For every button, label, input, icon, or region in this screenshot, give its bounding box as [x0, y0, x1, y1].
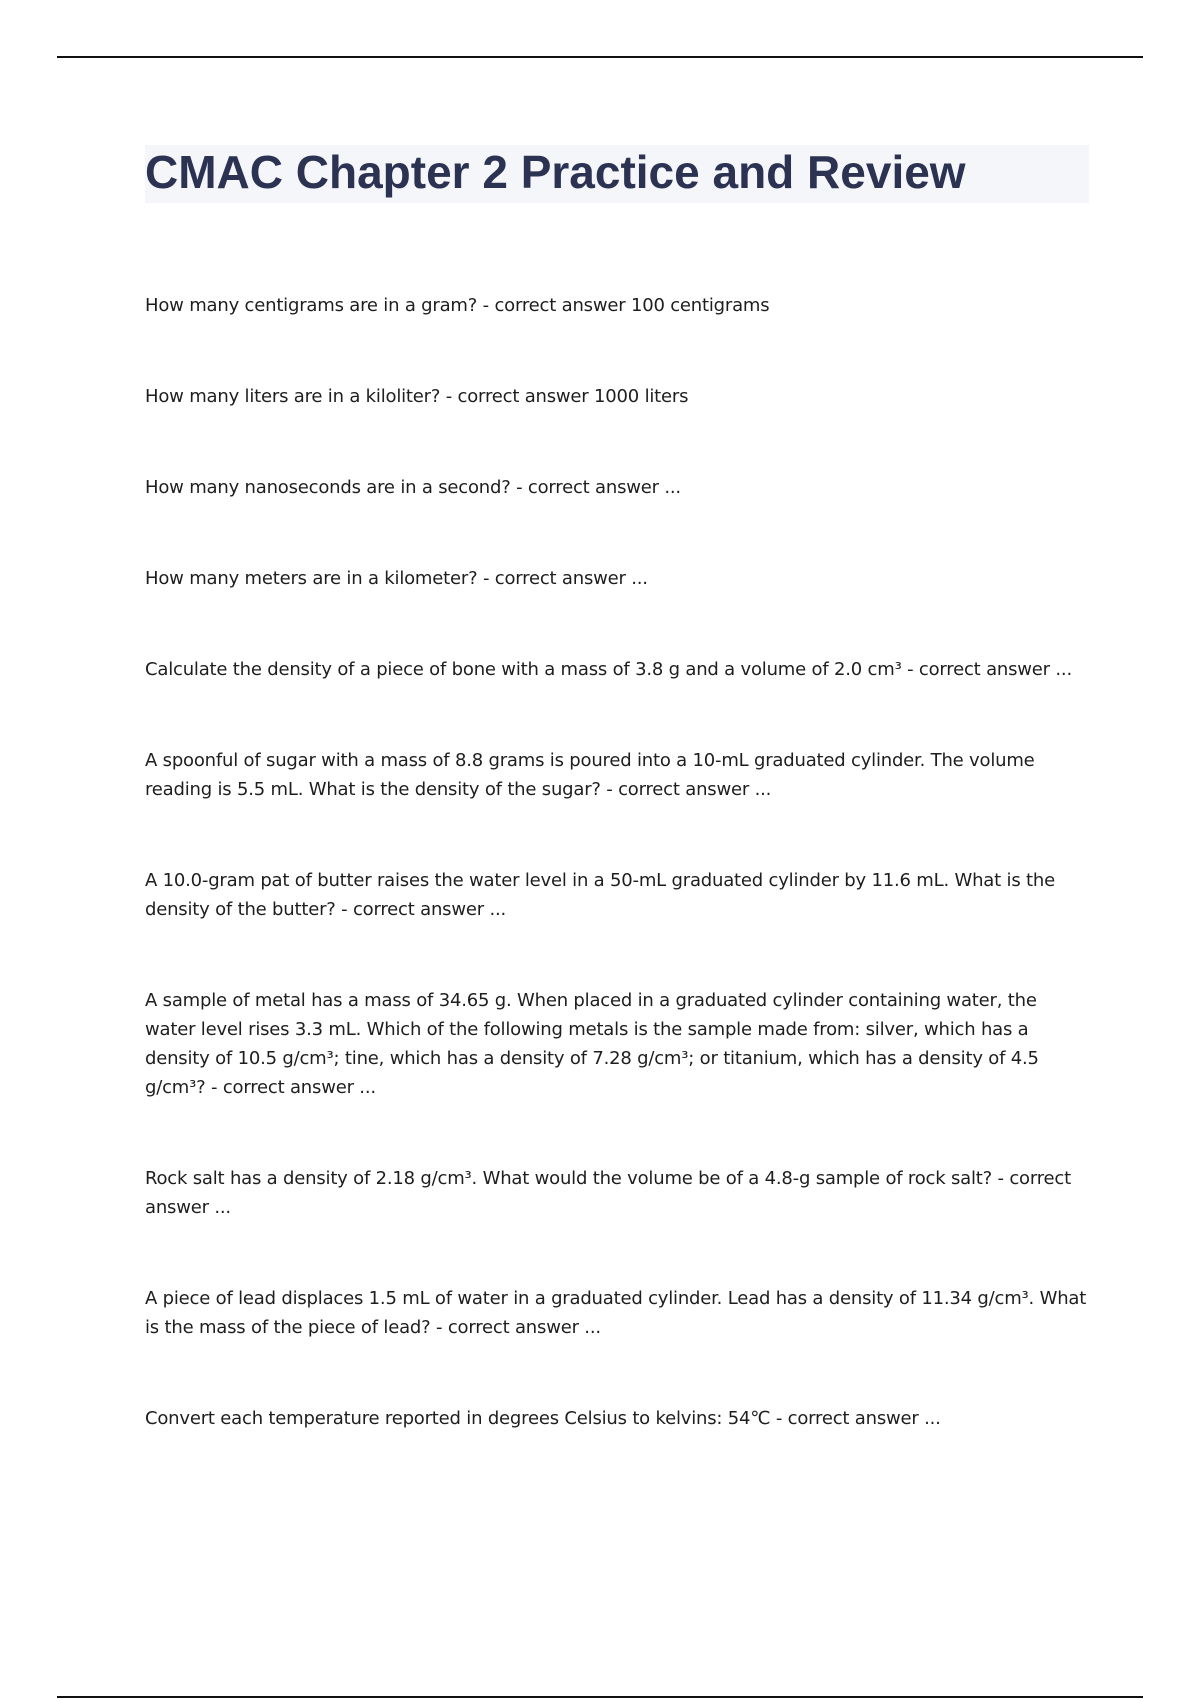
qa-item-4: How many meters are in a kilometer? - correct answer ...: [145, 568, 648, 589]
qa-item-3: How many nanoseconds are in a second? - correct answer ...: [145, 477, 681, 498]
qa-item-1: How many centigrams are in a gram? - correct answer 100 centigrams: [145, 295, 770, 316]
qa-item-10: A piece of lead displaces 1.5 mL of water in a graduated cylinder. Lead has a density of 11.34 g/cm³. What is the mass of the piece of lead? - correct answer ...: [145, 1288, 1087, 1338]
qa-item-9: Rock salt has a density of 2.18 g/cm³. What would the volume be of a 4.8-g sample of rock salt? - correct answer ...: [145, 1168, 1071, 1218]
qa-item-7: A 10.0-gram pat of butter raises the water level in a 50-mL graduated cylinder by 11.6 mL. What is the density of the butter? - correct answer ...: [145, 870, 1055, 920]
qa-item-8: A sample of metal has a mass of 34.65 g. When placed in a graduated cylinder containing water, the water level rises 3.3 mL. Which of the following metals is the sample made from: silver, which has a density of 10.5 g/cm³; tine, which has a density of 7.28 g/cm³; or titanium, which has a density of 4.5 g/cm³? - correct answer ...: [145, 990, 1039, 1098]
qa-item-6: A spoonful of sugar with a mass of 8.8 grams is poured into a 10-mL graduated cylinder. The volume reading is 5.5 mL. What is the density of the sugar? - correct answer ...: [145, 750, 1035, 800]
qa-item-5: Calculate the density of a piece of bone with a mass of 3.8 g and a volume of 2.0 cm³ - correct answer ...: [145, 659, 1072, 680]
top-rule: [57, 56, 1143, 58]
page-title: CMAC Chapter 2 Practice and Review: [145, 146, 966, 198]
qa-item-2: How many liters are in a kiloliter? - correct answer 1000 liters: [145, 386, 689, 407]
bottom-rule: [57, 1696, 1143, 1698]
qa-item-11: Convert each temperature reported in degrees Celsius to kelvins: 54℃ - correct answer ...: [145, 1408, 941, 1429]
